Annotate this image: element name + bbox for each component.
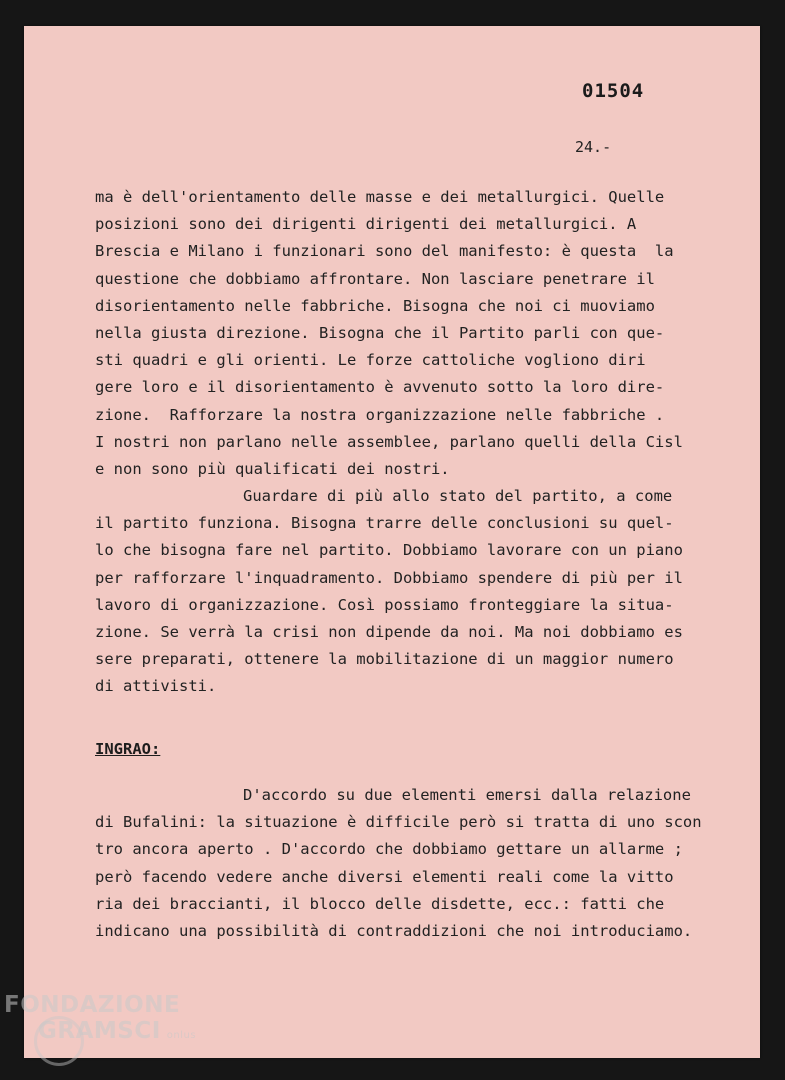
text-line: questione che dobbiamo affrontare. Non lasciare penetrare il [95,269,655,288]
text-line: ria dei braccianti, il blocco delle disdette, ecc.: fatti che [95,894,665,913]
text-line: il partito funziona. Bisogna trarre delle conclusioni su quel- [95,514,674,533]
text-line: e non sono più qualificati dei nostri. [95,459,450,478]
text-line: Brescia e Milano i funzionari sono del manifesto: è questa la [95,242,674,261]
text-line: sti quadri e gli orienti. Le forze cattoliche vogliono diri [95,351,646,370]
watermark-line2 [4,1018,196,1049]
text-line: disorientamento nelle fabbriche. Bisogna che noi ci muoviamo [95,296,655,315]
speaker-text [95,782,735,945]
document-page [24,26,760,1058]
text-line: posizioni sono dei dirigenti dirigenti dei metallurgici. A [95,215,637,234]
text-line: per rafforzare l'inquadramento. Dobbiamo spendere di più per il [95,568,683,587]
body-text [95,184,725,701]
text-line: D'accordo su due elementi emersi dalla relazione [243,786,691,804]
text-line: ma è dell'orientamento delle masse e dei metallurgici. Quelle [95,188,665,206]
watermark-ring-icon [34,1016,84,1066]
text-line: sere preparati, ottenere la mobilitazione di un maggior numero [95,650,674,669]
text-line: tro ancora aperto . D'accordo che dobbiamo gettare un allarme ; [95,840,683,859]
text-line: I nostri non parlano nelle assemblee, parlano quelli della Cisl [95,432,683,451]
text-line: lo che bisogna fare nel partito. Dobbiamo lavorare con un piano [95,541,683,560]
watermark-line2-text: GRAMSCI [38,1018,161,1044]
speaker-heading: INGRAO: [95,740,161,758]
text-line: Guardare di più allo stato del partito, a come [243,487,673,506]
text-line: gere loro e il disorientamento è avvenuto sotto la loro dire- [95,378,665,397]
text-line: nella giusta direzione. Bisogna che il Partito parli con que- [95,323,665,342]
text-line: però facendo vedere anche diversi elementi reali come la vitto [95,867,674,886]
text-line: zione. Rafforzare la nostra organizzazione nelle fabbriche . [95,405,665,424]
watermark-logo [4,992,196,1049]
text-line: di attivisti. [95,677,217,696]
watermark-suffix: onlus [166,1030,197,1041]
text-line: indicano una possibilità di contraddizioni che noi introduciamo. [95,921,693,940]
watermark-line1: FONDAZIONE [4,992,181,1018]
text-line: zione. Se verrà la crisi non dipende da noi. Ma noi dobbiamo es [95,623,683,641]
text-line: di Bufalini: la situazione è difficile però si tratta di uno scon [95,813,702,832]
text-line: lavoro di organizzazione. Così possiamo fronteggiare la situa- [95,595,674,614]
page-number: 24.- [575,138,612,156]
document-number: 01504 [582,80,645,102]
